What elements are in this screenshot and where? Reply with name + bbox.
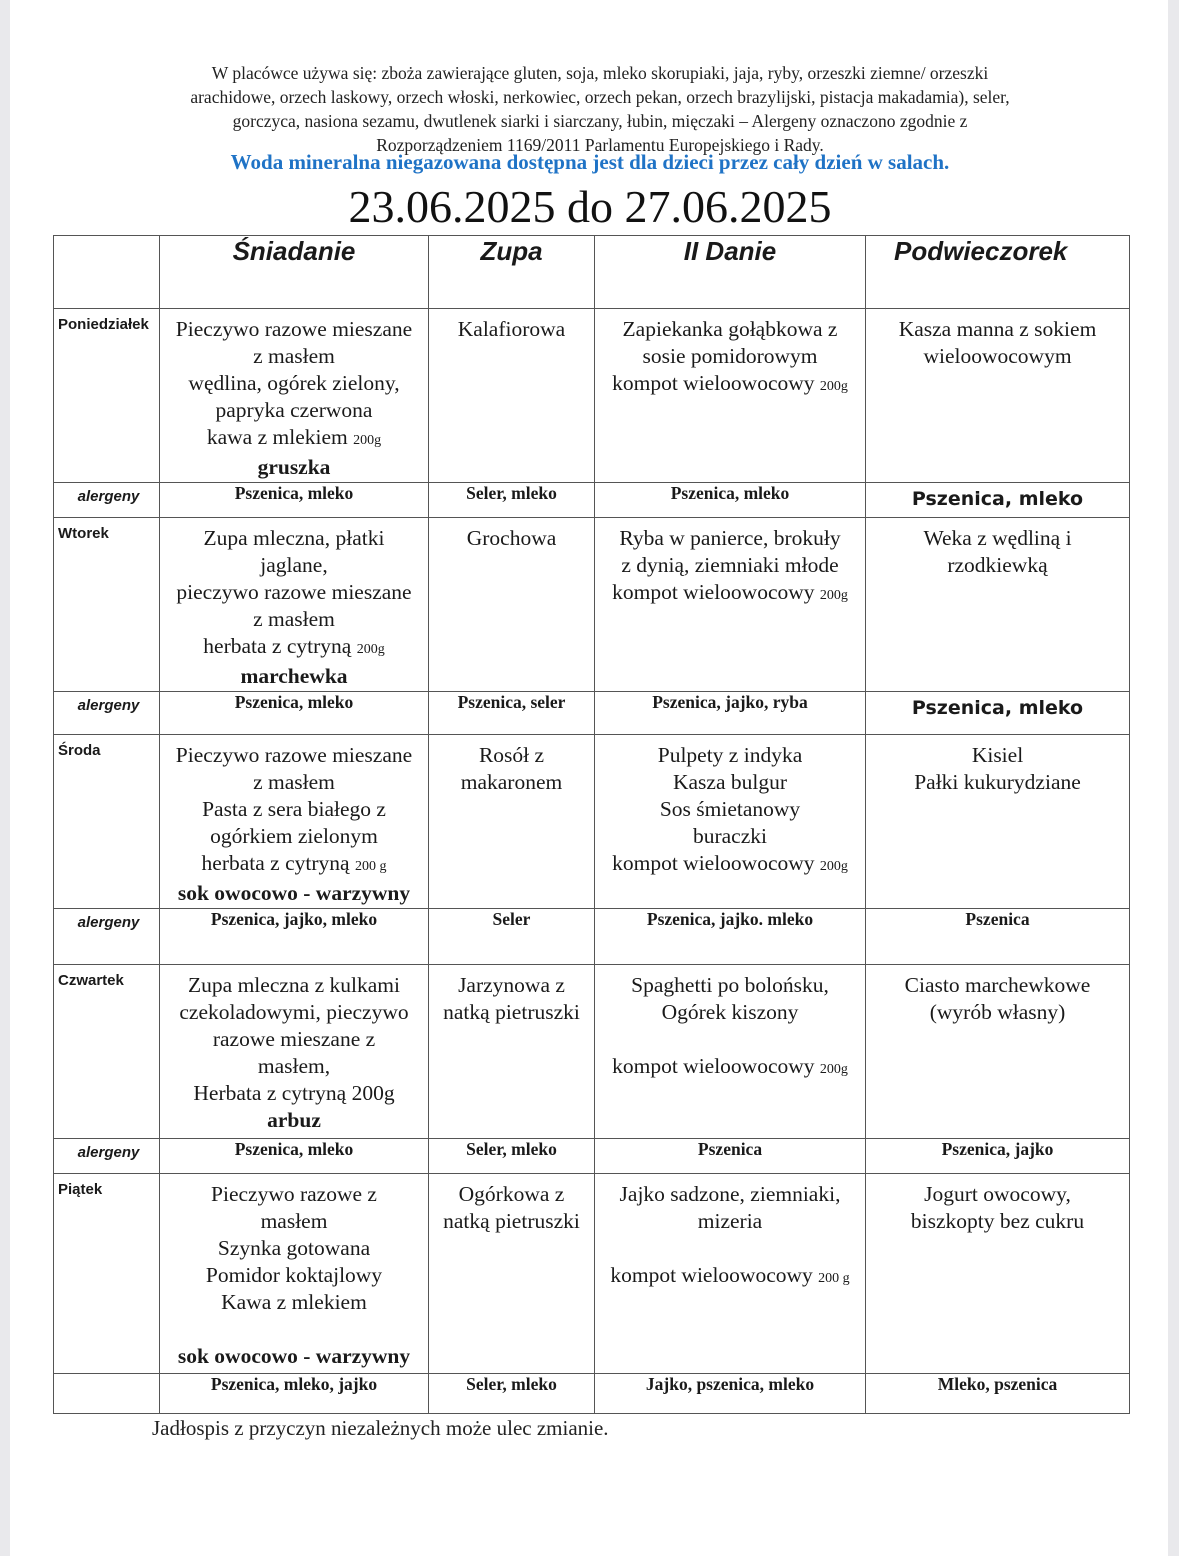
dish-text: herbata z cytryną bbox=[201, 851, 350, 875]
allergens-label: alergeny bbox=[54, 1139, 160, 1174]
allergen-line: W placówce używa się: zboża zawierające gluten, soja, mleko skorupiaki, jaja, ryby, orzeszki ziemne/ orzeszki bbox=[211, 63, 989, 83]
soup-cell bbox=[429, 309, 595, 483]
dish-line bbox=[595, 796, 865, 823]
portion-size: 200g bbox=[819, 379, 848, 394]
dish-line bbox=[160, 823, 428, 850]
dish-text: kompot wieloowocowy bbox=[610, 1263, 813, 1287]
snack-cell bbox=[866, 1174, 1130, 1374]
dish-line bbox=[429, 1181, 594, 1208]
allergens-cell: Pszenica, mleko bbox=[160, 1139, 429, 1174]
dish-text: Ciasto marchewkowe bbox=[904, 973, 1091, 997]
dish-line bbox=[160, 1343, 428, 1370]
dish-text: ogórkiem zielonym bbox=[210, 824, 378, 848]
dish-line bbox=[595, 972, 865, 999]
dish-line bbox=[160, 552, 428, 579]
header-snack: Podwieczorek bbox=[866, 236, 1130, 309]
dish-line bbox=[595, 769, 865, 796]
dish-text: Rosół z bbox=[478, 743, 545, 767]
dish-line bbox=[866, 999, 1129, 1026]
allergens-cell: Seler, mleko bbox=[429, 1374, 595, 1414]
dish-text: Herbata z cytryną 200g bbox=[193, 1081, 395, 1105]
dish-line bbox=[160, 972, 428, 999]
dish-text: natką pietruszki bbox=[443, 1209, 580, 1233]
dish-line bbox=[595, 343, 865, 370]
dish-text: Jogurt owocowy, bbox=[924, 1182, 1071, 1206]
dish-line bbox=[595, 742, 865, 769]
dish-text: buraczki bbox=[692, 824, 767, 848]
dish-text: Ogórkowa z bbox=[458, 1182, 565, 1206]
dish-text: Pałki kukurydziane bbox=[914, 770, 1081, 794]
dish-line bbox=[160, 370, 428, 397]
dish-text: Kasza manna z sokiem bbox=[898, 317, 1097, 341]
dish-line bbox=[595, 1208, 865, 1235]
dish-text: Ryba w panierce, brokuły bbox=[619, 526, 841, 550]
dish-text: Pasta z sera białego z bbox=[202, 797, 386, 821]
dish-line bbox=[595, 823, 865, 850]
allergens-label bbox=[54, 1374, 160, 1414]
allergen-line: gorczyca, nasiona sezamu, dwutlenek siarki i siarczany, łubin, mięczaki – Alergeny oznaczono zgodnie z bbox=[232, 111, 968, 131]
dish-text: makaronem bbox=[460, 770, 563, 794]
dish-text: Kalafiorowa bbox=[457, 317, 566, 341]
dish-text: Jajko sadzone, ziemniaki, bbox=[619, 1182, 841, 1206]
dish-text: Pieczywo razowe mieszane bbox=[175, 317, 413, 341]
allergens-row bbox=[54, 1374, 1130, 1414]
day-name: Piątek bbox=[54, 1174, 160, 1374]
dish-line bbox=[160, 999, 428, 1026]
allergens-cell: Jajko, pszenica, mleko bbox=[595, 1374, 866, 1414]
dish-line bbox=[160, 316, 428, 343]
menu-page bbox=[10, 0, 1168, 1556]
dish-line bbox=[429, 316, 594, 343]
dish-line bbox=[429, 769, 594, 796]
dish-text: (wyrób własny) bbox=[929, 1000, 1066, 1024]
allergens-cell: Pszenica, seler bbox=[429, 692, 595, 735]
day-name: Wtorek bbox=[54, 518, 160, 692]
portion-size: 200g bbox=[356, 642, 385, 657]
dish-line bbox=[160, 1026, 428, 1053]
allergens-cell: Pszenica, jajko bbox=[866, 1139, 1130, 1174]
header-soup: Zupa bbox=[429, 236, 595, 309]
date-range: 23.06.2025 do 27.06.2025 bbox=[348, 181, 832, 232]
dish-text: natką pietruszki bbox=[443, 1000, 580, 1024]
header-breakfast: Śniadanie bbox=[160, 236, 429, 309]
allergens-cell: Pszenica, mleko bbox=[595, 483, 866, 518]
allergens-cell: Pszenica, jajko, ryba bbox=[595, 692, 866, 735]
allergens-cell: Pszenica, jajko. mleko bbox=[595, 909, 866, 965]
dish-line bbox=[160, 397, 428, 424]
dish-text: Kasza bulgur bbox=[672, 770, 788, 794]
breakfast-cell bbox=[160, 1174, 429, 1374]
allergen-notice bbox=[120, 61, 1080, 157]
dish-line bbox=[866, 1181, 1129, 1208]
breakfast-cell bbox=[160, 309, 429, 483]
allergen-line: Rozporządzeniem 1169/2011 Parlamentu Europejskiego i Rady. bbox=[376, 135, 824, 155]
dish-text: Jarzynowa z bbox=[458, 973, 565, 997]
allergens-cell: Seler, mleko bbox=[429, 483, 595, 518]
dish-line bbox=[160, 1181, 428, 1208]
dish-line bbox=[160, 1208, 428, 1235]
allergens-cell: Pszenica, jajko, mleko bbox=[160, 909, 429, 965]
dish-line bbox=[160, 742, 428, 769]
dish-text: Szynka gotowana bbox=[217, 1236, 371, 1260]
dish-text: Kawa z mlekiem bbox=[221, 1290, 367, 1314]
breakfast-cell bbox=[160, 965, 429, 1139]
dish-text: wieloowocowym bbox=[923, 344, 1072, 368]
dish-text: masłem, bbox=[257, 1054, 331, 1078]
dish-line bbox=[866, 742, 1129, 769]
portion-size: 200 g bbox=[354, 859, 387, 874]
dish-line bbox=[160, 1289, 428, 1316]
dish-line bbox=[160, 1053, 428, 1080]
dish-text: kompot wieloowocowy bbox=[612, 371, 815, 395]
menu-table bbox=[53, 235, 1130, 1414]
soup-cell bbox=[429, 518, 595, 692]
dish-text: mizeria bbox=[697, 1209, 763, 1233]
dish-line bbox=[160, 796, 428, 823]
header-row bbox=[54, 236, 1130, 309]
dish-line bbox=[160, 1080, 428, 1107]
dish-text: razowe mieszane z bbox=[212, 1027, 376, 1051]
dish-text: rzodkiewką bbox=[947, 553, 1048, 577]
dish-line bbox=[160, 454, 428, 481]
dish-text: Pomidor koktajlowy bbox=[205, 1263, 383, 1287]
snack-cell bbox=[866, 735, 1130, 909]
portion-size: 200g bbox=[819, 588, 848, 603]
dish-text: gruszka bbox=[257, 455, 331, 479]
dish-text: z masłem bbox=[253, 607, 335, 631]
dish-text: sosie pomidorowym bbox=[642, 344, 818, 368]
snack-cell bbox=[866, 518, 1130, 692]
dish-line bbox=[160, 1107, 428, 1134]
dish-line bbox=[595, 579, 865, 609]
dish-line bbox=[160, 1262, 428, 1289]
dish-line bbox=[595, 999, 865, 1026]
dish-line bbox=[866, 525, 1129, 552]
dish-text: z dynią, ziemniaki młode bbox=[621, 553, 839, 577]
day-name: Czwartek bbox=[54, 965, 160, 1139]
dish-line bbox=[595, 850, 865, 880]
day-name: Poniedziałek bbox=[54, 309, 160, 483]
dish-text: z masłem bbox=[253, 344, 335, 368]
dish-line bbox=[429, 525, 594, 552]
dish-text: Ogórek kiszony bbox=[661, 1000, 799, 1024]
dish-line bbox=[595, 1181, 865, 1208]
dish-text: papryka czerwona bbox=[215, 398, 373, 422]
dish-text: marchewka bbox=[240, 664, 348, 688]
allergens-row bbox=[54, 483, 1130, 518]
dish-line bbox=[160, 579, 428, 606]
breakfast-cell bbox=[160, 735, 429, 909]
dish-text: sok owocowo - warzywny bbox=[177, 881, 411, 905]
allergens-cell: Pszenica, mleko bbox=[160, 692, 429, 735]
allergens-cell: Pszenica bbox=[866, 909, 1130, 965]
dish-text: Zupa mleczna, płatki bbox=[203, 526, 385, 550]
day-row bbox=[54, 1174, 1130, 1374]
dish-text: sok owocowo - warzywny bbox=[177, 1344, 411, 1368]
breakfast-cell bbox=[160, 518, 429, 692]
allergens-cell: Pszenica, mleko bbox=[866, 483, 1130, 518]
dish-line bbox=[429, 742, 594, 769]
soup-cell bbox=[429, 965, 595, 1139]
allergen-line: arachidowe, orzech laskowy, orzech włoski, nerkowiec, orzech pekan, orzech brazylijski, pistacja makadamia), seler, bbox=[190, 87, 1010, 107]
dish-text: kompot wieloowocowy bbox=[612, 580, 815, 604]
dish-line bbox=[160, 424, 428, 454]
day-row bbox=[54, 518, 1130, 692]
dish-line bbox=[160, 769, 428, 796]
dish-line bbox=[160, 606, 428, 633]
main-cell bbox=[595, 309, 866, 483]
main-cell bbox=[595, 965, 866, 1139]
allergens-cell: Pszenica, mleko, jajko bbox=[160, 1374, 429, 1414]
dish-text: Zapiekanka gołąbkowa z bbox=[622, 317, 838, 341]
water-note: Woda mineralna niegazowana dostępna jest dla dzieci przez cały dzień w salach. bbox=[230, 150, 950, 174]
dish-text: wędlina, ogórek zielony, bbox=[188, 371, 400, 395]
dish-text: masłem bbox=[260, 1209, 328, 1233]
dish-line bbox=[595, 316, 865, 343]
dish-line bbox=[429, 999, 594, 1026]
allergens-cell: Pszenica bbox=[595, 1139, 866, 1174]
portion-size: 200g bbox=[819, 1062, 848, 1077]
dish-line bbox=[866, 972, 1129, 999]
dish-line bbox=[595, 525, 865, 552]
day-row bbox=[54, 309, 1130, 483]
portion-size: 200g bbox=[353, 433, 382, 448]
dish-text: czekoladowymi, pieczywo bbox=[179, 1000, 409, 1024]
day-row bbox=[54, 735, 1130, 909]
main-cell bbox=[595, 1174, 866, 1374]
dish-text: Weka z wędliną i bbox=[923, 526, 1072, 550]
soup-cell bbox=[429, 735, 595, 909]
dish-line bbox=[595, 1026, 865, 1053]
day-name: Środa bbox=[54, 735, 160, 909]
day-row bbox=[54, 965, 1130, 1139]
main-cell bbox=[595, 518, 866, 692]
main-cell bbox=[595, 735, 866, 909]
dish-line bbox=[160, 343, 428, 370]
dish-line bbox=[866, 769, 1129, 796]
allergens-cell: Seler bbox=[429, 909, 595, 965]
portion-size: 200 g bbox=[818, 1271, 850, 1286]
dish-line bbox=[595, 1262, 865, 1292]
dish-line bbox=[595, 1053, 865, 1083]
dish-text: kompot wieloowocowy bbox=[612, 851, 815, 875]
dish-line bbox=[160, 1235, 428, 1262]
dish-line bbox=[595, 552, 865, 579]
dish-line bbox=[160, 633, 428, 663]
dish-text: Spaghetti po bolońsku, bbox=[631, 973, 829, 997]
dish-line bbox=[866, 552, 1129, 579]
dish-line bbox=[160, 663, 428, 690]
allergens-cell: Pszenica, mleko bbox=[866, 692, 1130, 735]
dish-line bbox=[595, 370, 865, 400]
dish-text: kompot wieloowocowy bbox=[612, 1054, 815, 1078]
dish-text: Pieczywo razowe mieszane bbox=[175, 743, 413, 767]
dish-text: jaglane, bbox=[260, 553, 328, 577]
dish-text: biszkopty bez cukru bbox=[910, 1209, 1085, 1233]
allergens-label: alergeny bbox=[54, 483, 160, 518]
dish-line bbox=[429, 1208, 594, 1235]
dish-text: kawa z mlekiem bbox=[206, 425, 348, 449]
dish-text: Sos śmietanowy bbox=[659, 797, 801, 821]
dish-line bbox=[866, 1208, 1129, 1235]
dish-line bbox=[866, 316, 1129, 343]
allergens-cell: Mleko, pszenica bbox=[866, 1374, 1130, 1414]
snack-cell bbox=[866, 965, 1130, 1139]
allergens-cell: Pszenica, mleko bbox=[160, 483, 429, 518]
dish-text: Grochowa bbox=[466, 526, 557, 550]
dish-line bbox=[595, 1235, 865, 1262]
dish-text: Zupa mleczna z kulkami bbox=[188, 973, 400, 997]
portion-size: 200g bbox=[819, 859, 848, 874]
dish-line bbox=[429, 972, 594, 999]
allergens-label: alergeny bbox=[54, 692, 160, 735]
allergens-label: alergeny bbox=[54, 909, 160, 965]
dish-text: arbuz bbox=[267, 1108, 321, 1132]
allergens-row bbox=[54, 692, 1130, 735]
allergens-row bbox=[54, 1139, 1130, 1174]
header-main: II Danie bbox=[595, 236, 866, 309]
dish-text: Pieczywo razowe z bbox=[211, 1182, 377, 1206]
dish-text: z masłem bbox=[253, 770, 335, 794]
allergens-cell: Seler, mleko bbox=[429, 1139, 595, 1174]
dish-line bbox=[160, 525, 428, 552]
dish-text: Kisiel bbox=[971, 743, 1024, 767]
dish-text: pieczywo razowe mieszane bbox=[176, 580, 412, 604]
footer-note: Jadłospis z przyczyn niezależnych może ulec zmianie. bbox=[152, 1416, 609, 1440]
dish-line bbox=[160, 880, 428, 907]
dish-text: Pulpety z indyka bbox=[657, 743, 803, 767]
dish-line bbox=[160, 1316, 428, 1343]
dish-line bbox=[160, 850, 428, 880]
allergens-row bbox=[54, 909, 1130, 965]
snack-cell bbox=[866, 309, 1130, 483]
dish-text: herbata z cytryną bbox=[203, 634, 352, 658]
soup-cell bbox=[429, 1174, 595, 1374]
header-empty bbox=[54, 236, 160, 309]
dish-line bbox=[866, 343, 1129, 370]
